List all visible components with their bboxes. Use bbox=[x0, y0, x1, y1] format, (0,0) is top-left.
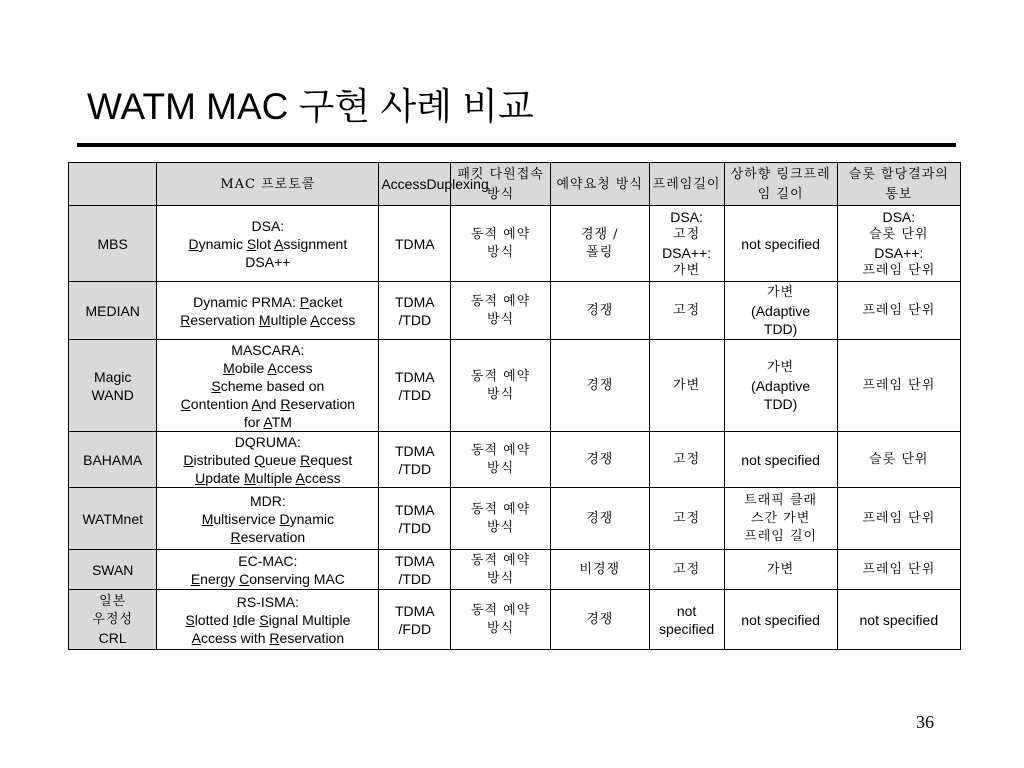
cell-packet-access bbox=[451, 432, 551, 488]
table-row bbox=[69, 550, 961, 590]
cell-line: 경쟁 bbox=[586, 611, 614, 627]
cell-frame-length bbox=[649, 340, 724, 432]
cell-line: TDD) bbox=[763, 320, 798, 337]
row-system-name bbox=[69, 488, 157, 550]
cell-line: 프레임 길이 bbox=[744, 528, 818, 544]
protocol-text: eservation bbox=[190, 311, 259, 328]
cell-line: 동적 예약 bbox=[470, 602, 531, 618]
protocol-text: eservation bbox=[290, 395, 356, 412]
cell-line: TDMA bbox=[394, 501, 435, 518]
protocol-text: EC-MAC: bbox=[238, 552, 298, 569]
acronym-letter: A bbox=[267, 359, 277, 376]
cell-line: /TDD bbox=[398, 311, 432, 328]
cell-line: not bbox=[676, 602, 697, 619]
protocol-text: DSA++ bbox=[245, 253, 291, 270]
cell-line: 동적 예약 bbox=[470, 501, 531, 517]
cell-line: WAND bbox=[91, 386, 134, 403]
protocol-text: ynamic bbox=[289, 510, 334, 527]
acronym-letter: S bbox=[211, 377, 221, 394]
cell-line: 방식 bbox=[487, 519, 515, 535]
cell-line: 요청 방식 bbox=[583, 177, 643, 192]
cell-mac-protocol bbox=[157, 340, 379, 432]
row-system-name bbox=[69, 432, 157, 488]
row-system-name bbox=[69, 590, 157, 650]
cell-line: 동적 예약 bbox=[470, 368, 531, 384]
cell-line: 방식 bbox=[487, 311, 515, 327]
protocol-line bbox=[159, 217, 376, 235]
cell-line: 프레임 단위 bbox=[862, 561, 936, 577]
cell-line: /FDD bbox=[398, 620, 432, 637]
table-header-row bbox=[69, 163, 961, 206]
title-underline bbox=[77, 143, 956, 147]
protocol-line bbox=[159, 593, 376, 611]
cell-line: 방식 bbox=[487, 460, 515, 476]
protocol-text: acket bbox=[309, 293, 343, 310]
cell-line: MAC 프로토콜 bbox=[220, 177, 316, 192]
cell-line: 동적 예약 bbox=[470, 293, 531, 309]
header-frame-length bbox=[649, 163, 724, 206]
cell-line: (Adaptive bbox=[751, 377, 811, 394]
protocol-line bbox=[159, 413, 376, 431]
protocol-text: lot bbox=[256, 235, 275, 252]
acronym-letter: S bbox=[185, 611, 195, 628]
cell-mac-protocol bbox=[157, 488, 379, 550]
protocol-line bbox=[159, 433, 376, 451]
protocol-text: ccess with bbox=[200, 629, 270, 646]
cell-duplexing bbox=[379, 550, 451, 590]
protocol-line bbox=[159, 293, 376, 311]
cell-line: 경쟁 bbox=[586, 510, 614, 526]
acronym-letter: M bbox=[223, 359, 235, 376]
protocol-line bbox=[159, 395, 376, 413]
cell-line: /TDD bbox=[398, 386, 432, 403]
cell-packet-access bbox=[451, 340, 551, 432]
cell-slot-allocation bbox=[837, 206, 960, 282]
protocol-text: for bbox=[243, 413, 264, 430]
acronym-letter: A bbox=[274, 235, 284, 252]
row-system-name bbox=[69, 206, 157, 282]
cell-line: 가변 bbox=[673, 262, 701, 278]
cell-duplexing bbox=[379, 206, 451, 282]
protocol-text: ccess bbox=[304, 469, 341, 486]
cell-line: (Adaptive bbox=[751, 302, 811, 319]
acronym-letter: Q bbox=[254, 451, 266, 468]
protocol-text: lotted bbox=[194, 611, 233, 628]
cell-line: not specified bbox=[741, 611, 820, 628]
cell-updown-frame-length bbox=[724, 590, 837, 650]
cell-line: 방식 bbox=[487, 570, 515, 586]
acronym-letter: R bbox=[230, 528, 241, 545]
cell-line: 경쟁 bbox=[586, 451, 614, 467]
cell-line: 가변 bbox=[767, 561, 795, 577]
acronym-letter: R bbox=[269, 629, 280, 646]
protocol-text: ultiservice bbox=[213, 510, 280, 527]
cell-line: TDMA bbox=[394, 552, 435, 569]
cell-line: 슬롯 단위 bbox=[869, 226, 929, 242]
cell-line: Access bbox=[381, 176, 427, 192]
cell-line: /TDD bbox=[398, 570, 432, 587]
cell-line: MBS bbox=[97, 235, 128, 252]
cell-reservation-request bbox=[550, 206, 649, 282]
acronym-letter: A bbox=[310, 311, 320, 328]
cell-line: 결과의 통보 bbox=[885, 167, 949, 202]
cell-frame-length bbox=[649, 550, 724, 590]
cell-reservation-request bbox=[550, 590, 649, 650]
cell-reservation-request bbox=[550, 488, 649, 550]
acronym-letter: S bbox=[259, 611, 269, 628]
acronym-letter: A bbox=[191, 629, 201, 646]
acronym-letter: M bbox=[201, 510, 214, 527]
acronym-letter: D bbox=[279, 510, 290, 527]
cell-duplexing bbox=[379, 282, 451, 340]
table-row bbox=[69, 282, 961, 340]
protocol-line bbox=[159, 235, 376, 253]
cell-line: 프레임 단위 bbox=[862, 262, 936, 278]
cell-duplexing bbox=[379, 590, 451, 650]
cell-mac-protocol bbox=[157, 206, 379, 282]
protocol-text: dle bbox=[236, 611, 260, 628]
header-mac-protocol bbox=[157, 163, 379, 206]
protocol-text: onserving MAC bbox=[249, 570, 345, 587]
protocol-text: equest bbox=[310, 451, 353, 468]
cell-line: 동적 예약 bbox=[470, 442, 531, 458]
cell-line: MEDIAN bbox=[85, 302, 140, 319]
cell-line: WATMnet bbox=[82, 510, 144, 527]
cell-line: 접속 방식 bbox=[487, 167, 544, 202]
cell-duplexing bbox=[379, 340, 451, 432]
cell-line: 폴링 bbox=[586, 244, 614, 260]
cell-mac-protocol bbox=[157, 550, 379, 590]
cell-line: /TDD bbox=[398, 460, 432, 477]
cell-line: not specified bbox=[859, 611, 939, 628]
cell-packet-access bbox=[451, 282, 551, 340]
protocol-text: ontention bbox=[190, 395, 252, 412]
row-system-name bbox=[69, 282, 157, 340]
protocol-text: eservation bbox=[240, 528, 306, 545]
acronym-letter: R bbox=[300, 451, 311, 468]
protocol-text: ssignment bbox=[283, 235, 348, 252]
cell-line: 동적 예약 bbox=[470, 552, 531, 568]
cell-mac-protocol bbox=[157, 282, 379, 340]
cell-line: 방식 bbox=[487, 386, 515, 402]
acronym-letter: R bbox=[280, 395, 291, 412]
acronym-letter: M bbox=[258, 311, 271, 328]
table-row bbox=[69, 488, 961, 550]
protocol-text: pdate bbox=[205, 469, 245, 486]
protocol-line bbox=[159, 451, 376, 469]
protocol-text: istributed bbox=[193, 451, 255, 468]
cell-slot-allocation bbox=[837, 590, 960, 650]
acronym-letter: S bbox=[246, 235, 257, 252]
cell-slot-allocation bbox=[837, 340, 960, 432]
cell-line: 프레임 단위 bbox=[862, 377, 936, 393]
cell-line: 가변 bbox=[767, 359, 795, 375]
protocol-text: Dynamic PRMA: bbox=[193, 293, 300, 310]
protocol-line bbox=[159, 611, 376, 629]
cell-line: 스간 가변 bbox=[750, 510, 811, 526]
cell-line: 우정성 bbox=[92, 611, 134, 627]
cell-duplexing bbox=[379, 432, 451, 488]
protocol-line bbox=[159, 510, 376, 528]
acronym-letter: A bbox=[263, 413, 272, 430]
cell-slot-allocation bbox=[837, 282, 960, 340]
cell-line: BAHAMA bbox=[83, 451, 143, 468]
acronym-letter: C bbox=[239, 570, 250, 587]
cell-line: 프레임 단위 bbox=[862, 302, 936, 318]
cell-line: 고정 bbox=[673, 302, 701, 318]
cell-line: SWAN bbox=[91, 561, 134, 578]
cell-line: 슬롯 단위 bbox=[869, 451, 929, 467]
cell-mac-protocol bbox=[157, 590, 379, 650]
cell-line: 상하향 링크 bbox=[730, 167, 804, 182]
cell-frame-length bbox=[649, 432, 724, 488]
protocol-text: nd bbox=[260, 395, 281, 412]
acronym-letter: A bbox=[295, 469, 305, 486]
cell-duplexing bbox=[379, 488, 451, 550]
row-system-name bbox=[69, 550, 157, 590]
protocol-line bbox=[159, 552, 376, 570]
cell-reservation-request bbox=[550, 282, 649, 340]
cell-line: 프레임 길이 bbox=[757, 167, 831, 202]
cell-line: TDMA bbox=[394, 368, 435, 385]
cell-line: 비경쟁 bbox=[579, 561, 621, 577]
cell-packet-access bbox=[451, 488, 551, 550]
header-slot-allocation bbox=[837, 163, 960, 206]
cell-line: 고정 bbox=[673, 510, 701, 526]
acronym-letter: A bbox=[251, 395, 261, 412]
cell-line: 방식 bbox=[487, 620, 515, 636]
protocol-text: ultiple bbox=[255, 469, 296, 486]
cell-frame-length bbox=[649, 206, 724, 282]
protocol-text: ccess bbox=[276, 359, 313, 376]
protocol-text: ccess bbox=[319, 311, 356, 328]
cell-line: DSA: bbox=[670, 208, 703, 225]
protocol-text: TM bbox=[271, 413, 292, 430]
cell-line: 슬롯 할당 bbox=[848, 167, 909, 182]
cell-line: 길이 bbox=[693, 177, 721, 192]
cell-line: TDMA bbox=[394, 293, 435, 310]
protocol-line bbox=[159, 311, 376, 329]
cell-line: 고정 bbox=[673, 226, 701, 242]
cell-line: 경쟁 bbox=[586, 302, 614, 318]
cell-updown-frame-length bbox=[724, 488, 837, 550]
acronym-letter: P bbox=[299, 293, 310, 310]
cell-line: 프레임 단위 bbox=[862, 510, 936, 526]
cell-updown-frame-length bbox=[724, 550, 837, 590]
cell-line: 방식 bbox=[487, 244, 515, 260]
table-row bbox=[69, 432, 961, 488]
table-row bbox=[69, 590, 961, 650]
cell-line: 고정 bbox=[673, 561, 701, 577]
cell-line: 경쟁 bbox=[586, 377, 614, 393]
page-number: 36 bbox=[916, 712, 934, 732]
cell-updown-frame-length bbox=[724, 282, 837, 340]
cell-reservation-request bbox=[550, 432, 649, 488]
acronym-letter: I bbox=[232, 611, 237, 628]
protocol-line bbox=[159, 469, 376, 487]
cell-updown-frame-length bbox=[724, 206, 837, 282]
cell-mac-protocol bbox=[157, 432, 379, 488]
cell-line: 동적 예약 bbox=[470, 226, 531, 242]
row-system-name bbox=[69, 340, 157, 432]
cell-line: DSA: bbox=[882, 208, 916, 225]
protocol-text: ultiple bbox=[270, 311, 311, 328]
cell-line: Magic bbox=[94, 368, 132, 385]
protocol-line bbox=[159, 528, 376, 546]
cell-line: DSA++: bbox=[874, 244, 924, 261]
protocol-line bbox=[159, 629, 376, 647]
header-corner bbox=[69, 163, 157, 206]
cell-line: 고정 bbox=[673, 451, 701, 467]
cell-slot-allocation bbox=[837, 488, 960, 550]
cell-line: CRL bbox=[98, 629, 127, 646]
cell-line: 가변 bbox=[767, 284, 795, 300]
cell-line: TDMA bbox=[394, 442, 435, 459]
cell-line: Duplexing bbox=[426, 176, 489, 192]
acronym-letter: D bbox=[183, 451, 194, 468]
cell-packet-access bbox=[451, 590, 551, 650]
cell-packet-access bbox=[451, 206, 551, 282]
acronym-letter: C bbox=[180, 395, 191, 412]
protocol-text: eservation bbox=[279, 629, 345, 646]
protocol-line bbox=[159, 570, 376, 588]
cell-updown-frame-length bbox=[724, 340, 837, 432]
cell-reservation-request bbox=[550, 550, 649, 590]
protocol-text: nergy bbox=[200, 570, 240, 587]
acronym-letter: R bbox=[180, 311, 191, 328]
cell-line: not specified bbox=[741, 451, 820, 468]
protocol-text: ynamic bbox=[198, 235, 247, 252]
acronym-letter: U bbox=[195, 469, 206, 486]
protocol-text: cheme based on bbox=[220, 377, 325, 394]
protocol-line bbox=[159, 341, 376, 359]
table-row bbox=[69, 340, 961, 432]
cell-line: TDMA bbox=[394, 602, 435, 619]
cell-line: not specified bbox=[741, 235, 820, 252]
protocol-text: DSA: bbox=[251, 217, 285, 234]
cell-line: 경쟁 / bbox=[580, 226, 619, 242]
cell-frame-length bbox=[649, 488, 724, 550]
cell-line: DSA++: bbox=[662, 244, 712, 261]
header-updown-frame-length bbox=[724, 163, 837, 206]
cell-line: 패킷 다원 bbox=[457, 167, 517, 182]
protocol-text: RS-ISMA: bbox=[236, 593, 299, 610]
protocol-line bbox=[159, 492, 376, 510]
cell-line: 예약 bbox=[556, 177, 584, 192]
table-row bbox=[69, 206, 961, 282]
protocol-line bbox=[159, 377, 376, 395]
cell-line: 프레임 bbox=[652, 177, 694, 192]
cell-frame-length bbox=[649, 282, 724, 340]
cell-packet-access bbox=[451, 550, 551, 590]
cell-slot-allocation bbox=[837, 432, 960, 488]
cell-line: /TDD bbox=[398, 519, 432, 536]
header-reservation-request bbox=[550, 163, 649, 206]
acronym-letter: D bbox=[188, 235, 199, 252]
protocol-text: DQRUMA: bbox=[234, 433, 301, 450]
cell-line: specified bbox=[658, 620, 715, 637]
cell-line: 가변 bbox=[673, 377, 701, 393]
cell-line: TDMA bbox=[394, 235, 435, 252]
cell-updown-frame-length bbox=[724, 432, 837, 488]
protocol-line bbox=[159, 359, 376, 377]
protocol-text: MASCARA: bbox=[231, 341, 305, 358]
cell-line: 트래픽 클래 bbox=[744, 492, 818, 508]
cell-slot-allocation bbox=[837, 550, 960, 590]
protocol-text: ignal Multiple bbox=[268, 611, 351, 628]
slide-title: WATM MAC 구현 사례 비교 bbox=[87, 86, 534, 127]
protocol-line bbox=[159, 253, 376, 271]
cell-line: 일본 bbox=[99, 593, 127, 609]
protocol-text: ueue bbox=[265, 451, 301, 468]
cell-frame-length bbox=[649, 590, 724, 650]
cell-line: TDD) bbox=[763, 395, 798, 412]
acronym-letter: M bbox=[244, 469, 256, 486]
protocol-text: obile bbox=[234, 359, 268, 376]
acronym-letter: E bbox=[190, 570, 201, 587]
mac-comparison-table bbox=[68, 162, 961, 650]
protocol-text: MDR: bbox=[249, 492, 286, 509]
cell-reservation-request bbox=[550, 340, 649, 432]
